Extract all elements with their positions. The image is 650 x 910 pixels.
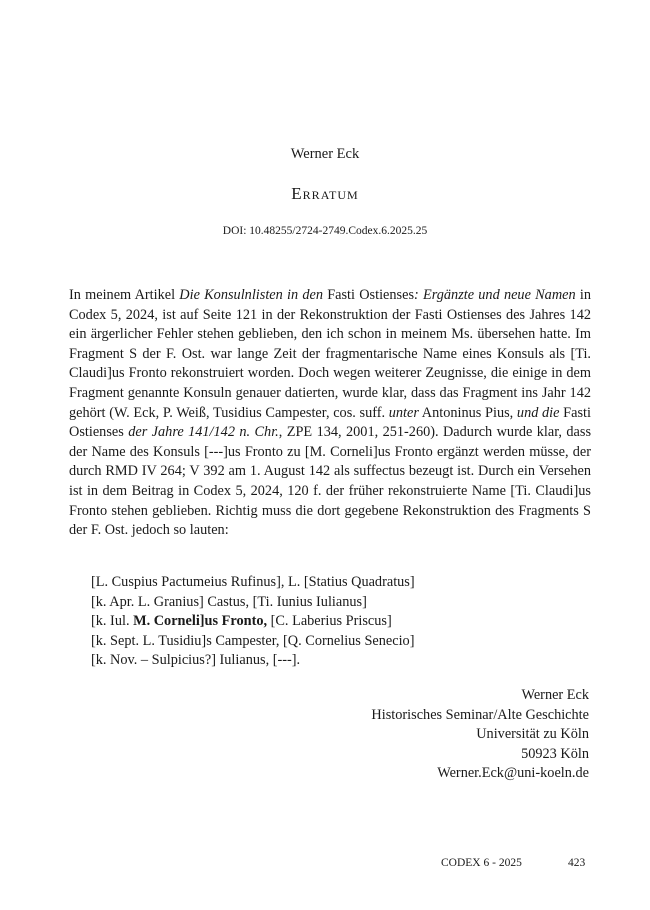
body-text-1: In meinem Artikel <box>69 287 180 303</box>
body-text-9: Fasti Ostienses <box>69 404 591 441</box>
address-name: Werner Eck <box>521 687 589 703</box>
body-italic-years: der Jahre 141/142 n. Chr. <box>128 424 279 441</box>
fasti-line-1: [L. Cuspius Pactumeius Rufinus], L. [Statius Quadratus] <box>91 574 415 590</box>
body-italic-und-die: und die <box>516 404 560 421</box>
body-paragraph <box>69 286 591 541</box>
author-address <box>239 686 589 784</box>
body-italic-article-title: Die Konsulnlisten in den <box>179 287 323 303</box>
footer-page-number: 423 <box>568 857 586 869</box>
address-university: Universität zu Köln <box>476 726 589 743</box>
fasti-line-2: [k. Apr. L. Granius] Castus, [Ti. Iunius Iulianus] <box>91 593 367 610</box>
address-city: 50923 Köln <box>521 745 589 762</box>
author-name: Werner Eck <box>290 146 360 162</box>
body-text-3: Fasti Ostienses <box>322 287 415 303</box>
body-text-11: , ZPE 134, 2001, 251-260). Dadurch wurde klar, dass der Name des Konsuls [---]us Fronto zu [M. Corneli]us Fronto ergänzt werden müsse, der durch RMD IV 264; V 392 am 1. August 142 als suffectus bezeugt ist. Durch ein Versehen ist in dem Beitrag in Codex 5, 2024, 120 f. der früher rekonstruierte Name [Ti. Claudi]us Fronto stehen geblieben. Richtig muss die dort gegebene Rekonstruktion des Fragments S der F. Ost. jedoch so lauten: <box>69 424 592 539</box>
doi-line[interactable]: DOI: 10.48255/2724-2749.Codex.6.2025.25 <box>222 225 428 237</box>
body-italic-unter: unter <box>388 404 419 421</box>
address-department: Historisches Seminar/Alte Geschichte <box>371 706 589 723</box>
body-italic-subtitle: : Ergänzte und neue Namen <box>414 287 576 303</box>
article-title: Erratum <box>291 184 359 203</box>
fasti-line-3-suffix: [C. Laberius Priscus] <box>267 613 392 630</box>
address-email[interactable]: Werner.Eck@uni-koeln.de <box>437 765 589 782</box>
footer-journal: CODEX 6 - 2025 <box>441 857 522 869</box>
fasti-line-3 <box>91 612 571 632</box>
fasti-line-3-bold-name: M. Corneli]us Fronto, <box>133 613 268 630</box>
fasti-line-4: [k. Sept. L. Tusidiu]s Campester, [Q. Cornelius Senecio] <box>91 632 415 649</box>
body-text-7: Antoninus Pius, <box>418 404 517 421</box>
fasti-line-3-prefix: [k. Iul. <box>91 613 134 630</box>
fasti-reconstruction <box>91 573 571 671</box>
body-text-5: in Codex 5, 2024, ist auf Seite 121 in der Rekonstruktion der Fasti Ostienses des Jahres 142 ein ärgerlicher Fehler stehen geblieben, den ich schon in meinem Ms. übersehen hatte. Im Fragment S der F. Ost. war lange Zeit der fragmentarische Name eines Konsuls als [Ti. Claudi]us Fronto rekonstruiert worden. Doch wegen weiterer Zeugnisse, die einige in dem Fragment genannte Konsuln genauer datierten, wurde klar, dass das Fragment ins Jahr 142 gehört (W. Eck, P. Weiß, Tusidius Campester, cos. suff. <box>69 287 591 421</box>
fasti-line-5: [k. Nov. – Sulpicius?] Iulianus, [---]. <box>91 652 301 669</box>
